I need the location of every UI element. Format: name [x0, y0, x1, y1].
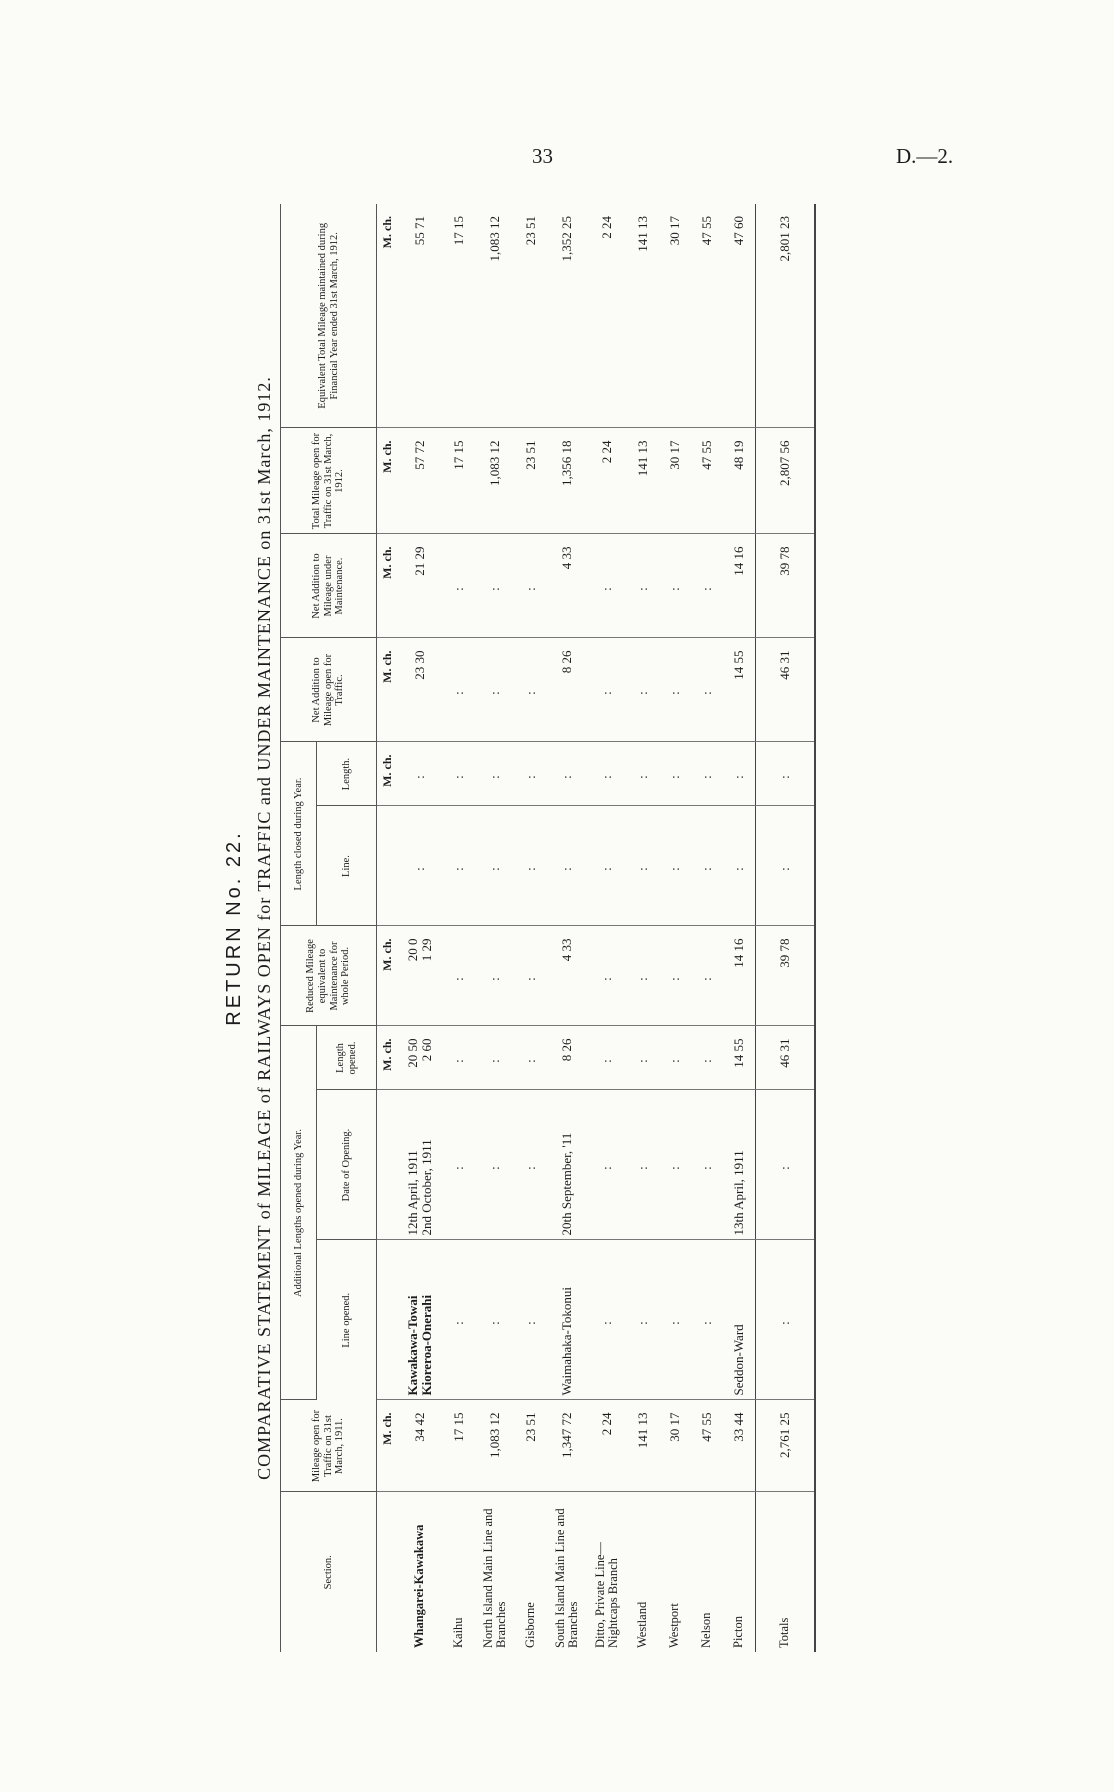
total-mileage-1911: 2,761 25: [756, 1400, 816, 1492]
mileage-1911: 23 51: [515, 1400, 547, 1492]
mileage-1911: 34 42: [397, 1400, 443, 1492]
mileage-1911: 2 24: [587, 1400, 627, 1492]
total-1912: 23 51: [515, 428, 547, 534]
net-traffic: 8 26: [547, 638, 587, 742]
header-net-traffic: Net Addition to Mileage open for Traffic.: [281, 638, 377, 742]
table-row: Westport 30 17 : : : : : : : : 30 17 30 17: [659, 204, 691, 1652]
date-of-opening: 20th September, '11: [547, 1090, 587, 1240]
section-name: Picton: [731, 1616, 746, 1648]
total-length-opened: 46 31: [756, 1026, 816, 1090]
section-name: Gisborne: [523, 1602, 538, 1648]
header-reduced: Reduced Mileage equivalent to Maintenance for whole Period.: [281, 926, 377, 1026]
header-section: Section.: [281, 1492, 377, 1652]
unit-label: M. ch.: [377, 534, 398, 638]
mileage-1911: 30 17: [659, 1400, 691, 1492]
section-name: Nelson: [699, 1612, 714, 1648]
section-name: South Island Main Line and Branches: [552, 1508, 580, 1648]
statement-title: COMPARATIVE STATEMENT of MILEAGE of RAILWAYS OPEN for TRAFFIC and UNDER MAINTENANCE on 31st March, 1912.: [254, 376, 274, 1480]
total-1912: 17 15: [443, 428, 475, 534]
header-closed: Length closed during Year.: [281, 742, 317, 926]
table-row: Gisborne 23 51 : : : : : : : : 23 51 23 51: [515, 204, 547, 1652]
length-opened: 8 26: [547, 1026, 587, 1090]
table-row: [397, 204, 443, 1652]
length-opened: 14 55: [723, 1026, 756, 1090]
table-row: Ditto, Private Line—Nightcaps Branch 2 24 : : : : : : : : 2 24 2 24: [587, 204, 627, 1652]
net-traffic: 23 30: [397, 638, 443, 742]
mileage-1911: 33 44: [723, 1400, 756, 1492]
units-row: [377, 204, 398, 1652]
equivalent-mileage: 55 71: [397, 204, 443, 428]
total-mileage-1912: 2,807 56: [756, 428, 816, 534]
net-traffic: 14 55: [723, 638, 756, 742]
header-line-opened: Line opened.: [317, 1240, 377, 1400]
unit-label: M. ch.: [377, 1400, 398, 1492]
total-1912: 30 17: [659, 428, 691, 534]
unit-label: M. ch.: [377, 1026, 398, 1090]
header-closed-line: Line.: [317, 806, 377, 926]
total-1912: 1,083 12: [475, 428, 515, 534]
closed-length: :: [397, 742, 443, 806]
reduced-mileage: 14 16: [723, 926, 756, 1026]
header-length-opened: Length opened.: [317, 1026, 377, 1090]
section-name: Ditto, Private Line—Nightcaps Branch: [592, 1542, 620, 1648]
header-total-1912: Total Mileage open for Traffic on 31st March, 1912.: [281, 428, 377, 534]
equivalent-mileage: 47 60: [723, 204, 756, 428]
equivalent-mileage: 2 24: [587, 204, 627, 428]
equivalent-mileage: 23 51: [515, 204, 547, 428]
equivalent-mileage: 30 17: [659, 204, 691, 428]
table-row: Picton 33 44 Seddon-Ward 13th April, 1911 14 55 14 16 : : 14 55 14 16 48 19 47 60: [723, 204, 756, 1652]
net-maintenance: 4 33: [547, 534, 587, 638]
table-row: Kaihu 17 15 : : : : : : : : 17 15 17 15: [443, 204, 475, 1652]
document-reference: D.—2.: [896, 144, 954, 168]
section-name: Kaihu: [451, 1617, 466, 1648]
equivalent-mileage: 1,083 12: [475, 204, 515, 428]
header-net-maintenance: Net Addition to Mileage under Maintenance.: [281, 534, 377, 638]
line-opened: Seddon-Ward: [723, 1240, 756, 1400]
table-row: North Island Main Line and Branches 1,083 12 : : : : : : : : 1,083 12 1,083 12: [475, 204, 515, 1652]
rotated-table-block: [220, 204, 880, 1652]
date-of-opening: 13th April, 1911: [723, 1090, 756, 1240]
total-1912: 57 72: [397, 428, 443, 534]
totals-label: Totals: [756, 1492, 816, 1652]
page-number: 33: [532, 144, 553, 168]
section-name: North Island Main Line and Branches: [480, 1508, 508, 1648]
mileage-1911: 17 15: [443, 1400, 475, 1492]
header-additional: Additional Lengths opened during Year.: [281, 1026, 317, 1400]
equivalent-mileage: 1,352 25: [547, 204, 587, 428]
unit-label: M. ch.: [377, 204, 398, 428]
unit-label: M. ch.: [377, 428, 398, 534]
length-opened: 20 50 2 60: [397, 1026, 443, 1090]
header-mileage-1911: Mileage open for Traffic on 31st March, 1911.: [281, 1400, 377, 1492]
line-opened: Waimahaka-Tokonui: [547, 1240, 587, 1400]
reduced-mileage: 4 33: [547, 926, 587, 1026]
closed-line: :: [397, 806, 443, 926]
unit-label: M. ch.: [377, 638, 398, 742]
total-1912: 47 55: [691, 428, 723, 534]
table-row: Westland 141 13 : : : : : : : : 141 13 141 13: [627, 204, 659, 1652]
table-row: Nelson 47 55 : : : : : : : : 47 55 47 55: [691, 204, 723, 1652]
section-name: Westport: [667, 1603, 682, 1648]
mileage-1911: 1,347 72: [547, 1400, 587, 1492]
table-row: South Island Main Line and Branches 1,347 72 Waimahaka-Tokonui 20th September, '11 8 26 4 33 : : 8 26 4 33 1,356 18 1,352 25: [547, 204, 587, 1652]
header-date-of-opening: Date of Opening.: [317, 1090, 377, 1240]
header-equivalent: Equivalent Total Mileage maintained during Financial Year ended 31st March, 1912.: [281, 204, 377, 428]
net-maintenance: 14 16: [723, 534, 756, 638]
return-heading: RETURN No. 22.: [223, 830, 245, 1026]
header-closed-length: Length.: [317, 742, 377, 806]
unit-label: M. ch.: [377, 742, 398, 806]
mileage-1911: 47 55: [691, 1400, 723, 1492]
total-1912: 1,356 18: [547, 428, 587, 534]
total-net-maintenance: 39 78: [756, 534, 816, 638]
mileage-table: [280, 204, 816, 1652]
equivalent-mileage: 17 15: [443, 204, 475, 428]
equivalent-mileage: 47 55: [691, 204, 723, 428]
unit-label: M. ch.: [377, 926, 398, 1026]
mileage-1911: 1,083 12: [475, 1400, 515, 1492]
total-1912: 141 13: [627, 428, 659, 534]
totals-row: Totals 2,761 25 : : 46 31 39 78 : : 46 31 39 78 2,807 56 2,801 23: [756, 204, 816, 1652]
total-1912: 48 19: [723, 428, 756, 534]
reduced-mileage: 20 0 1 29: [397, 926, 443, 1026]
date-of-opening: 12th April, 1911 2nd October, 1911: [397, 1090, 443, 1240]
section-name: Whangarei-Kawakawa: [412, 1524, 427, 1648]
total-reduced: 39 78: [756, 926, 816, 1026]
total-net-traffic: 46 31: [756, 638, 816, 742]
total-equivalent: 2,801 23: [756, 204, 816, 428]
mileage-1911: 141 13: [627, 1400, 659, 1492]
net-maintenance: 21 29: [397, 534, 443, 638]
total-1912: 2 24: [587, 428, 627, 534]
section-name: Westland: [635, 1601, 650, 1648]
equivalent-mileage: 141 13: [627, 204, 659, 428]
line-opened: Kawakawa-Towai Kioreroa-Onerahi: [397, 1240, 443, 1400]
